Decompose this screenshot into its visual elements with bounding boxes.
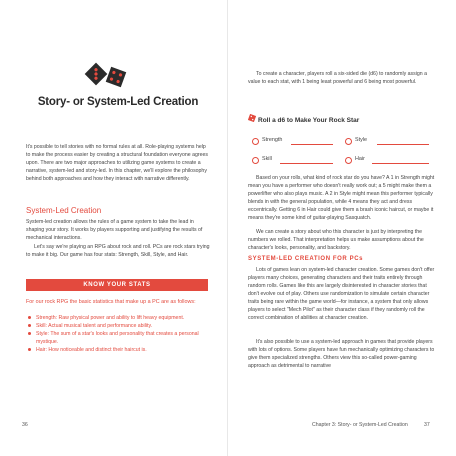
radio-circle-icon <box>345 157 352 164</box>
bullet-icon <box>28 316 31 319</box>
book-spread: Story- or System-Led Creation It's possible to tell stories with no formal rules at all. Role-playing systems help to make the process easier by creating a structural foundation everyone agrees upon. There are two major approaches to utilizing game systems to create a narrative, system-led and story-led. In this chapter, we'll explore the philosophy behind both approaches and how they interact with narrative differently. System-Led Creation System-led creation allows the rules of a game system to take the lead in shaping your story. It works by players supporting and justifying the results of mechanical interactions. Let's say we're playing an RPG about rock and roll. PCs are rock stars trying to make it big. Our game has four stats: Strength, Skill, Style, and Hair. KNOW YOUR STATS For our rock RPG the basic statistics that make up a PC are as follows: Strength: Raw physical power and ability to lift heavy equipment. Skill: Actual musical talent and performance ability. Style: The sum of a star's looks and personality that creates a personal mystique. Hair: How noticeable and distinct their haircut is. 36 To create a character, players roll a six-sided die (d6) to randomly assign a value to each stat, with 1 being least powerful and 6 being most powerful. Roll a d6 to Make Your Rock Star Strength Style Skill Hair Based on your rolls, what kind of rock star do you have? A 1 in Strength might mean you have a performer who doesn't really work out; a 5 might make them a powerlifter who also plays music. A 2 in Style might mean this performer typically blends in with the general population, while 4 means they act and dress eccentrically. Getting 6 in Hair could give them a brash iconic haircut, or maybe it means they're some kind of guitar-playing Sasquatch. We can create a story about who this character is just by interpreting the numbers we rolled. That interpretation helps us make assumptions about the character's looks, personality, and backstory. SYSTEM-LED CREATION FOR PCs Lots of games lean on system-led character creation. Some games don't offer players many choices, generating characters and their traits entirely through random rolls. Games like this are largely disinterested in character stories that don't evolve out of play. Others use randomization to simulate certain character traits being rare within the game world—for instance, a system that only allows players to select "Mech Pilot" as their character class if they randomly roll the correct combination of abilities at character creation. It's also possible to use a system-led approach in games that provide players with lots of options. Some players have fun mechanically optimizing characters to give them specialized strengths. Others view this so-called power-gaming approach as detrimental to narrative Chapter 3: Story- or System-Led Creation 37 <box>0 0 456 456</box>
bullet-icon <box>28 324 31 327</box>
radio-circle-icon <box>345 138 352 145</box>
list-item: Hair: How noticeable and distinct their haircut is. <box>26 346 210 354</box>
know-your-stats-banner: KNOW YOUR STATS <box>26 279 208 291</box>
right-subheading: SYSTEM-LED CREATION FOR PCs <box>248 256 364 262</box>
section-heading: System-Led Creation <box>26 206 102 215</box>
running-footer: Chapter 3: Story- or System-Led Creation <box>312 422 408 428</box>
chapter-title: Story- or System-Led Creation <box>37 96 199 108</box>
right-mid-paragraph-2: We can create a story about who this character is just by interpreting the numbers we rolled. That interpretation helps us make assumptions about the character's looks, personality, and backstory. <box>248 229 424 251</box>
page-number-right: 37 <box>424 422 430 428</box>
page-number-left: 36 <box>22 422 28 428</box>
stats-intro: For our rock RPG the basic statistics that make up a PC are as follows: <box>26 299 196 305</box>
list-item: Style: The sum of a star's looks and personality that creates a personal mystique. <box>26 330 210 346</box>
stats-list <box>26 314 210 354</box>
fill-line <box>291 144 333 145</box>
right-top-paragraph: To create a character, players roll a six-sided die (d6) to randomly assign a value to each stat, with 1 being least powerful and 6 being most powerful. <box>248 71 427 85</box>
dice-icon <box>82 62 132 90</box>
fill-line <box>377 144 429 145</box>
bullet-icon <box>28 332 31 335</box>
radio-circle-icon <box>252 138 259 145</box>
list-item: Strength: Raw physical power and ability to lift heavy equipment. <box>26 314 210 322</box>
section-paragraph-2: Let's say we're playing an RPG about rock and roll. PCs are rock stars trying to make it big. Our game has four stats: Strength, Skill, Style, and Hair. <box>26 244 210 258</box>
bullet-icon <box>28 348 31 351</box>
radio-circle-icon <box>252 157 259 164</box>
right-mid-paragraph-1: Based on your rolls, what kind of rock star do you have? A 1 in Strength might mean you have a performer who doesn't really work out; a 5 might make them a powerlifter who also plays music. A 2 in Style might mean this performer typically blends in with the general population, while 4 means they act and dress eccentrically. Getting 6 in Hair could give them a brash iconic haircut, or maybe it means they're some kind of guitar-playing Sasquatch. <box>248 175 435 221</box>
fill-line <box>372 163 429 164</box>
right-low-paragraph-2: It's also possible to use a system-led approach in games that provide players with lots of options. Some players have fun mechanically optimizing characters to give them specialized strengths. Others view this so-called power-gaming approach as detrimental to narrative <box>248 339 435 369</box>
fill-line <box>280 163 333 164</box>
right-low-paragraph-1: Lots of games lean on system-led character creation. Some games don't offer players many choices, generating characters and their traits entirely through random rolls. Games like this are largely disinterested in character stories that don't evolve out of play. Others use randomization to simulate certain character traits being rare within the game world—for instance, a system that only allows players to select "Mech Pilot" as their character class if they randomly roll the correct combination of abilities at character creation. <box>248 267 435 321</box>
roll-heading: Roll a d6 to Make Your Rock Star <box>258 117 360 124</box>
list-item: Skill: Actual musical talent and performance ability. <box>26 322 210 330</box>
die-icon <box>248 114 256 122</box>
section-paragraph-1: System-led creation allows the rules of a game system to take the lead in shaping your story. It works by players supporting and justifying the results of mechanical interactions. <box>26 219 203 241</box>
intro-paragraph: It's possible to tell stories with no formal rules at all. Role-playing systems help to make the process easier by creating a structural foundation everyone agrees upon. There are two major approaches to utilizing game systems to create a narrative, system-led and story-led. In this chapter, we'll explore the philosophy behind both approaches and how they interact with narrative differently. <box>26 144 208 182</box>
